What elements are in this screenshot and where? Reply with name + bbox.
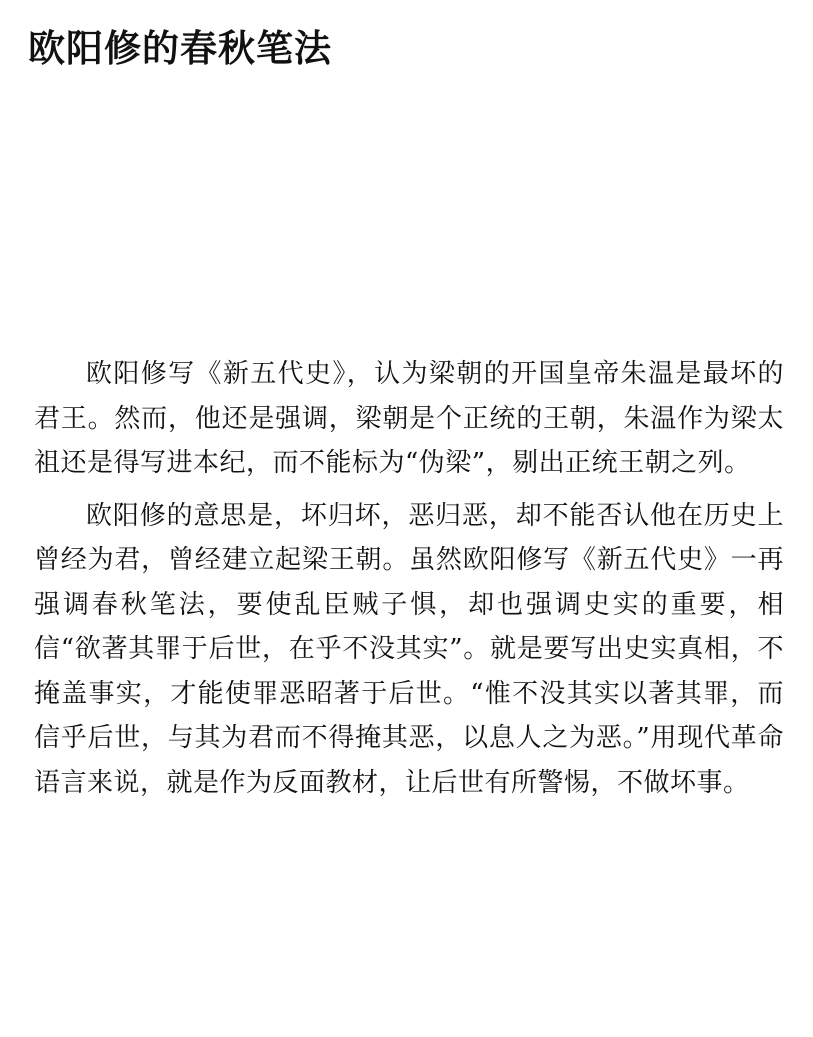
article-body [34,352,784,813]
paragraph-1: 欧阳修写《新五代史》，认为梁朝的开国皇帝朱温是最坏的君王。然而，他还是强调，梁朝是个正统的王朝，朱温作为梁太祖还是得写进本纪，而不能标为“伪梁”，剔出正统王朝之列。 [34,359,784,478]
paragraph-2: 欧阳修的意思是，坏归坏，恶归恶，却不能否认他在历史上曾经为君，曾经建立起梁王朝。虽然欧阳修写《新五代史》一再强调春秋笔法，要使乱臣贼子惧，却也强调史实的重要，相信“欲著其罪于后世，在乎不没其实”。就是要写出史实真相，不掩盖事实，才能使罪恶昭著于后世。“惟不没其实以著其罪，而信乎后世，与其为君而不得掩其恶，以息人之为恶。”用现代革命语言来说，就是作为反面教材，让后世有所警惕，不做坏事。 [34,500,784,798]
page-title: 欧阳修的春秋笔法 [28,26,332,70]
